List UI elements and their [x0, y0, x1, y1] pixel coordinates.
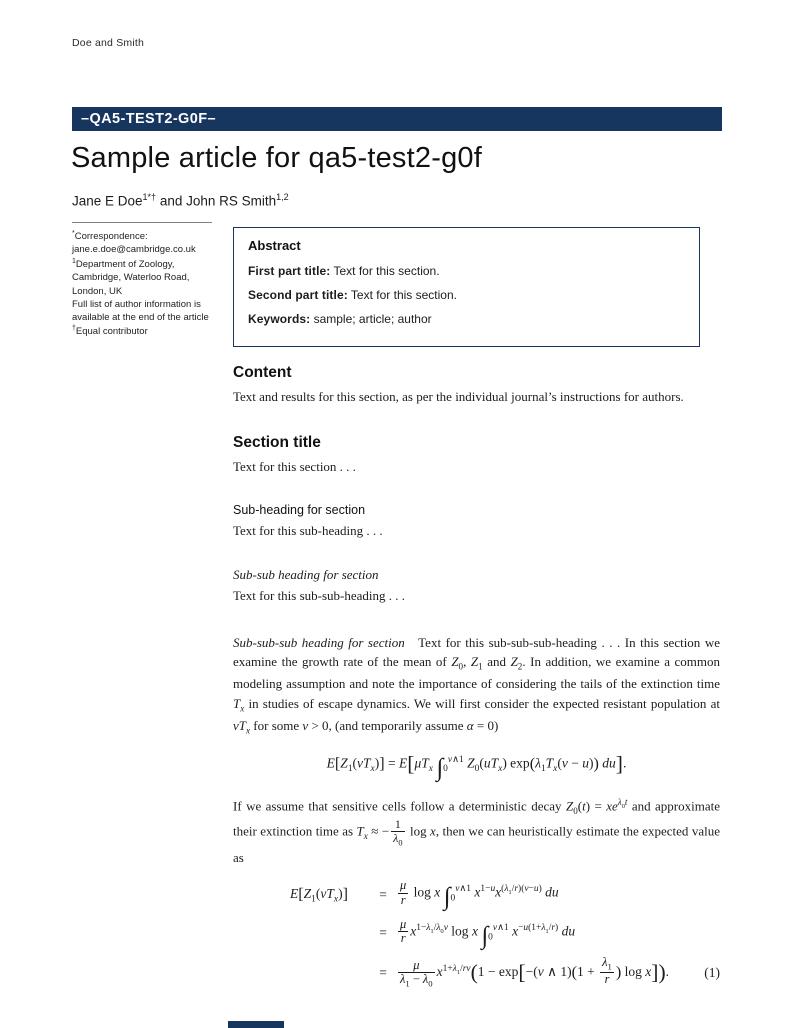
abstract-item-second [248, 286, 685, 304]
abstract-item-keywords [248, 310, 685, 328]
running-head: Doe and Smith [72, 37, 145, 49]
abstract-item-label: First part title: [248, 264, 331, 278]
equation-rhs: $\frac{\mu}{r}$ log x $\int_0^{v\wedge 1}$ $x^{1-u}x^{(\lambda_1/r)(v-u)}$ du [400, 878, 559, 911]
sub-heading: Sub-heading for section [233, 502, 366, 517]
affiliation-note: $^1$Department of Zoology, Cambridge, Waterloo Road, London, UK [72, 257, 190, 297]
abstract-heading: Abstract [248, 238, 301, 253]
equation-rhs: $\frac{\mu}{\lambda_1 - \lambda_0}$ $x^{1+\lambda_1/rv}(1 - \exp[-(v$ ∧ 1)(1 + $\frac{\lambda_1}{r}$ ) log x]). [400, 955, 670, 989]
equation-relation: = [379, 925, 387, 941]
article-body [233, 361, 720, 996]
correspondence-note: *Correspondence: jane.e.doe@cambridge.co.uk [72, 230, 196, 256]
section-heading-title: Section title [233, 433, 321, 451]
equation-lhs: $E[Z_1(vT_x)]$ [290, 884, 348, 905]
equation-row [233, 879, 720, 911]
abstract-item-text: sample; article; author [310, 312, 432, 326]
sub-sub-heading-paragraph: Text for this sub-sub-heading . . . [233, 588, 406, 604]
equal-contributor-note: †Equal contributor [72, 325, 148, 338]
content-paragraph: Text and results for this section, as per the individual journal’s instructions for authors. [233, 389, 684, 405]
section-paragraph: Text for this section . . . [233, 459, 356, 474]
article-title: Sample article for qa5-test2-g0f [71, 142, 482, 174]
display-equation: $E[Z_1(vT_x)] = E[\mu T_x$ $\int_0^{v\wedge 1}$ $Z_0(uT_x) \exp(\lambda_1T_x(v - u))$ du]. [326, 751, 627, 782]
equation-relation: = [379, 964, 387, 980]
next-page-banner-sliver [228, 1021, 284, 1028]
estimate-paragraph: If we assume that sensitive cells follow a deterministic decay $Z_0(t) = xe^{\lambda_0t}$ and approximate their extinction time as $T_x$ ≈ − $\frac{1}{\lambda_0}$ log x, then we can heuristically estimate the expected value as [233, 796, 720, 865]
equation-row [233, 956, 720, 989]
equation-relation: = [379, 886, 387, 902]
abstract-item-label: Keywords: [248, 312, 311, 326]
section-heading-content: Content [233, 364, 292, 381]
authors-line: Jane E Doe$^{1*\dagger}$ and John RS Smith$^{1,2}$ [72, 192, 289, 209]
sidebar-divider [72, 222, 212, 223]
sub-heading-paragraph: Text for this sub-heading . . . [233, 523, 383, 539]
abstract-item-text: Text for this section. [347, 288, 457, 302]
abstract-item-label: Second part title: [248, 288, 348, 302]
aligned-equations [233, 879, 720, 989]
equation-tag: (1) [704, 964, 720, 980]
sub-sub-heading: Sub-sub heading for section [233, 566, 379, 582]
abstract-item-text: Text for this section. [330, 264, 440, 278]
abstract-box [233, 227, 700, 347]
banner-label: –QA5-TEST2-G0F– [81, 111, 216, 127]
author-info-note: Full list of author information is available at the end of the article [72, 298, 209, 324]
equation-rhs: $\frac{\mu}{r}$ $x^{1-\lambda_1/\lambda_0v}$ log x $\int_0^{v\wedge 1}$ $x^{-u(1+\lambda_1/r)}$ du [400, 916, 576, 950]
equation-row [233, 918, 720, 950]
abstract-item-first [248, 262, 685, 280]
article-id-banner [72, 107, 722, 131]
sub-sub-sub-paragraph: Sub-sub-sub heading for section Text for this sub-sub-sub-heading . . . In this section we examine the growth rate of the mean of $Z_0$, $Z_1$ and $Z_2$. In addition, we examine a common modeling assumption and note the importance of considering the tails of the extinction time $T_x$ in studies of escape dynamics. We will first consider the expected resistant population at $vT_x$ for some v > 0, (and temporarily assume α = 0) [233, 634, 721, 736]
correspondence-sidebar [72, 218, 215, 339]
